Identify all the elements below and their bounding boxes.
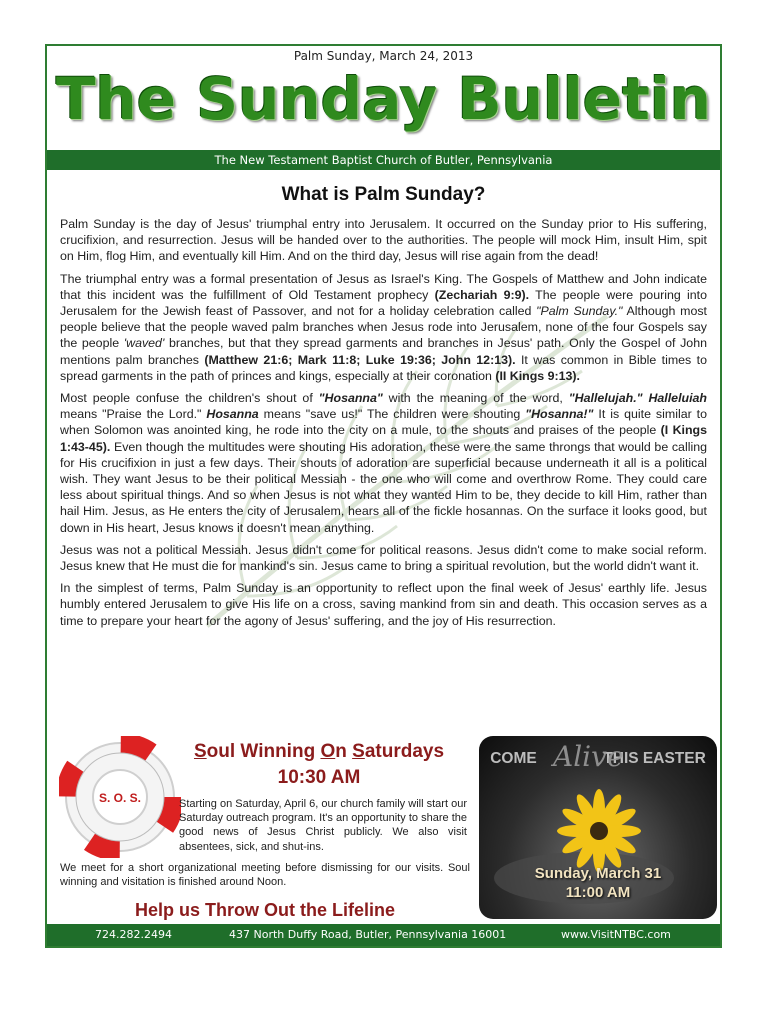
soul-winning-title: Soul Winning On Saturdays	[193, 741, 445, 762]
issue-date: Palm Sunday, March 24, 2013	[293, 49, 474, 63]
sos-badge: S. O. S.	[98, 791, 142, 805]
bulletin-title: The Sunday Bulletin	[55, 65, 712, 133]
footer-website[interactable]: www.VisitNTBC.com	[561, 928, 671, 941]
paragraph: The triumphal entry was a formal presentation of Jesus as Israel's King. The Gospels of Matthew and John indicate that this incident was the fulfillment of Old Testament prophecy (Zechariah 9:9). The people were pouring into Jerusalem for the Jewish feast of Passover, and not for a holiday celebration called "Palm Sunday." Although most people believe that the people waved palm branches when Jesus rode into Jerusalem, none of the four Gospels say the people 'waved' branches, but that they spread garments and branches in Jesus' path. Only the Gospel of John mentions palm branches (Matthew 21:6; Mark 11:8; Luke 19:36; John 12:13). It was common in Bible times to spread garments in the path of princes and kings, especially at their coronation (II Kings 9:13).	[60, 271, 708, 383]
article-title: What is Palm Sunday?	[281, 184, 486, 205]
easter-date: Sunday, March 31 11:00 AM	[534, 865, 662, 901]
paragraph: Jesus was not a political Messiah. Jesus didn't come for political reasons. Jesus didn't come to make social reform. Jesus knew that He must die for mankind's sin. Jesus came to bring a spiritual revolution, but the world didn't want it.	[60, 542, 707, 574]
soul-winning-text: Starting on Saturday, April 6, our church family will start our Saturday outreach program. It's an opportunity to share the good news of Jesus Christ publicly. We also visit absentees, sick, and shut-ins.	[179, 798, 467, 853]
footer-bar	[47, 924, 720, 946]
easter-headline: COME THIS EASTER	[490, 750, 706, 767]
easter-promo-image	[479, 736, 717, 919]
article-body	[60, 216, 707, 635]
soul-winning-time: 10:30 AM	[277, 767, 361, 788]
paragraph: Most people confuse the children's shout of "Hosanna" with the meaning of the word, "Hallelujah." Halleluiah means "Praise the Lord." Hosanna means "save us!" The children were shouting "Hosanna!" It is quite similar to when Solomon was anointed king, he rode into the city on a mule, to the shouts and praises of the people (I Kings 1:43-45). Even though the multitudes were shouting His adoration, these were the same throngs that would be calling for His crucifixion in just a few days. Their shouts of adoration are superficial because underneath it all is a political wish. They want Jesus to be their political Messiah - the one who will come and overthrow Rome. They could care less about spiritual things. And so when Jesus is not what they wanted Him to be, they decide to kill Him, rather than hail Him. Jesus, as He enters the city of Jerusalem, hears all of the fickle hosannas. On the surface it looks good, but down in His heart, Jesus knows it doesn't mean anything.	[60, 391, 707, 535]
paragraph: In the simplest of terms, Palm Sunday is an opportunity to reflect upon the final week of Jesus' earthly life. Jesus humbly entered Jerusalem to give His life on a cross, saving mankind from sin and death. This occasion serves as a time to prepare your heart for the agony of Jesus' suffering, and the joy of His resurrection.	[60, 581, 707, 628]
alive-script: Alive	[553, 740, 624, 773]
footer-phone: 724.282.2494	[95, 928, 172, 941]
paragraph: Palm Sunday is the day of Jesus' triumphal entry into Jerusalem. It occurred on the Sunday prior to His suffering, crucifixion, and resurrection. Jesus will be handed over to the authorities. The people will mock Him, insult Him, spit on Him, flog Him, and eventually kill Him. And on the third day, Jesus will rise again from the dead!	[60, 217, 707, 264]
meeting-text: We meet for a short organizational meeting before dismissing for our visits. Soul winning and visitation is finished around Noon.	[60, 862, 470, 889]
bulletin-page	[45, 44, 722, 948]
lifebuoy-icon	[59, 736, 181, 858]
lifeline-slogan: Help us Throw Out the Lifeline	[134, 900, 395, 920]
footer-address: 437 North Duffy Road, Butler, Pennsylvania 16001	[229, 928, 507, 941]
church-name-bar: The New Testament Baptist Church of Butler, Pennsylvania	[47, 150, 720, 170]
